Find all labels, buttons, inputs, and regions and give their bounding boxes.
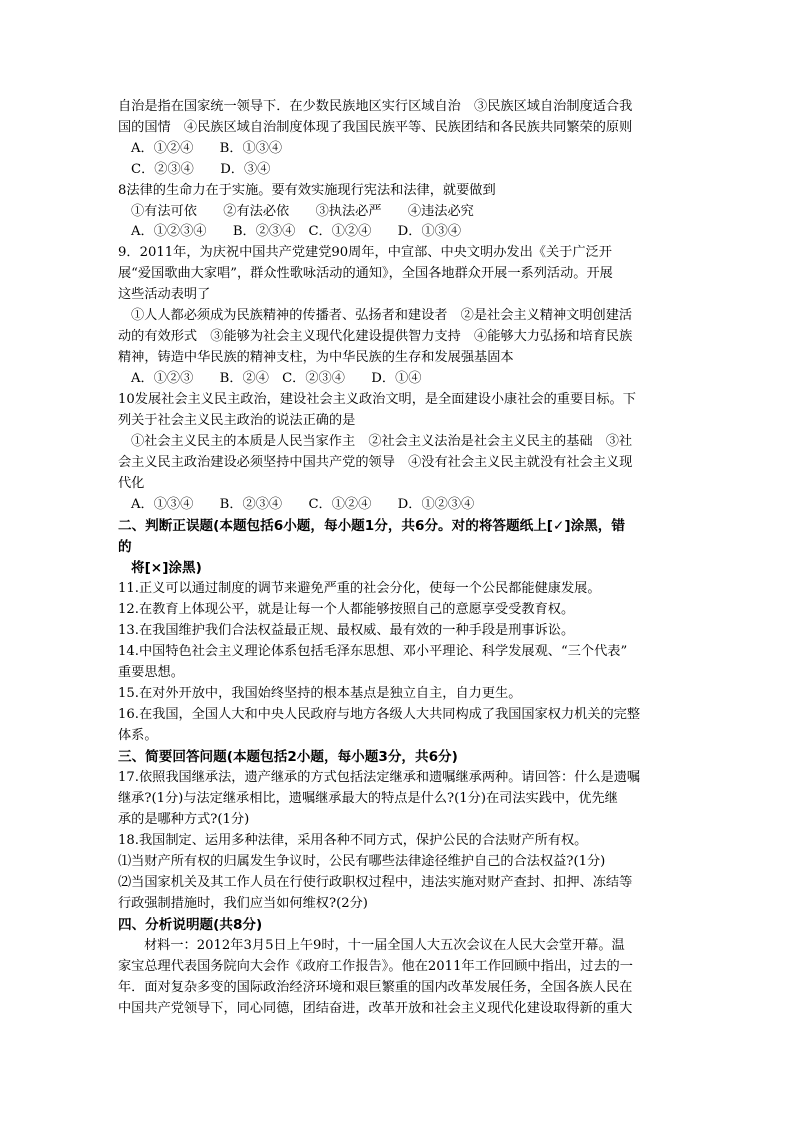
text-line: 8法律的生命力在于实施。要有效实施现行宪法和法律，就要做到 [118,183,496,198]
text-line: 9．2011年，为庆祝中国共产党建党90周年，中宣部、中央文明办发出《关于广泛开 [118,245,612,260]
text-line: 重要思想。 [118,665,184,680]
text-line: 14.中国特色社会主义理论体系包括毛泽东思想、邓小平理论、科学发展观、“三个代表” [118,644,628,659]
section-heading-line: 将[×]涂黑) [131,560,202,576]
text-line: 行政强制措施时，我们应当如何维权?(2分) [118,896,368,911]
text-line: ①社会主义民主的本质是人民当家作主 ②社会主义法治是社会主义民主的基础 ③社 [131,434,633,449]
text-line: 自治是指在国家统一领导下．在少数民族地区实行区域自治 ③民族区域自治制度适合我 [118,99,633,114]
text-line: 承的是哪种方式?(1分) [118,812,250,827]
text-line: 继承?(1分)与法定继承相比，遗嘱继承最大的特点是什么?(1分)在司法实践中，优先继 [118,791,618,806]
text-line: ⑵当国家机关及其工作人员在行使行政职权过程中，违法实施对财产查封、扣押、冻结等 [118,875,633,890]
text-line: ⑴当财产所有权的归属发生争议时，公民有哪些法律途径维护自己的合法权益?(1分) [118,854,606,869]
text-line: 17.依照我国继承法，遗产继承的方式包括法定继承和遗嘱继承两种。请回答：什么是遗嘱 [118,770,641,785]
text-line: 这些活动表明了 [118,287,211,302]
text-line: 材料一：2012年3月5日上午9时，十一届全国人大五次会议在人民大会堂开幕。温 [144,938,625,953]
text-line: C．②③④ D．③④ [131,162,271,177]
section-heading-line: 的 [118,539,132,555]
text-line: 体系。 [118,728,158,743]
text-line: 年．面对复杂多变的国际政治经济环境和艰巨繁重的国内改革发展任务，全国各族人民在 [118,980,633,995]
text-line: A．①③④ B．②③④ C．①②④ D．①②③④ [131,497,475,512]
text-line: ①人人都必须成为民族精神的传播者、弘扬者和建设者 ②是社会主义精神文明创建活 [131,308,633,323]
text-line: 代化 [118,476,145,491]
text-line: 展“爱国歌曲大家唱”，群众性歌咏活动的通知》，全国各地群众开展一系列活动。开展 [118,266,613,281]
section-heading-line: 四、分析说明题(共8分) [118,917,263,933]
text-line: 15.在对外开放中，我国始终坚持的根本基点是独立自主，自力更生。 [118,686,522,701]
text-line: 动的有效形式 ③能够为社会主义现代化建设提供智力支持 ④能够大力弘扬和培育民族 [118,329,633,344]
text-line: 13.在我国维护我们合法权益最正规、最权威、最有效的一种手段是刑事诉讼。 [118,623,575,638]
text-line: 精神，铸造中华民族的精神支柱，为中华民族的生存和发展强基固本 [118,350,514,365]
text-line: 家宝总理代表国务院向大会作《政府工作报告》。他在2011年工作回顾中指出，过去的一 [118,959,633,974]
text-line: A．①②③④ B．②③④ C．①②④ D．①③④ [131,224,462,239]
text-line: ①有法可依 ②有法必依 ③执法必严 ④违法必究 [131,204,474,219]
text-line: A．①②④ B．①③④ [131,141,283,156]
section-heading-line: 二、判断正误题(本题包括6小题，每小题1分，共6分。对的将答题纸上[✓]涂黑，错 [118,518,625,534]
section-heading-line: 三、简要回答问题(本题包括2小题，每小题3分，共6分) [118,749,458,765]
text-line: 18.我国制定、运用多种法律，采用各种不同方式，保护公民的合法财产所有权。 [118,833,588,848]
text-line: 12.在教育上体现公平，就是让每一个人都能够按照自己的意愿享受受教育权。 [118,602,575,617]
text-line: 11.正义可以通过制度的调节来避免严重的社会分化，使每一个公民都能健康发展。 [118,581,601,596]
text-line: 列关于社会主义民主政治的说法正确的是 [118,413,356,428]
text-line: A．①②③ B．②④ C．②③④ D．①④ [131,371,422,386]
text-line: 会主义民主政治建设必须坚持中国共产党的领导 ④没有社会主义民主就没有社会主义现 [118,455,633,470]
text-line: 国的国情 ④民族区域自治制度体现了我国民族平等、民族团结和各民族共同繁荣的原则 [118,120,633,135]
text-line: 10发展社会主义民主政治，建设社会主义政治文明，是全面建设小康社会的重要目标。下 [118,392,636,407]
text-line: 中国共产党领导下，同心同德，团结奋进，改革开放和社会主义现代化建设取得新的重大 [118,1001,633,1016]
text-line: 16.在我国，全国人大和中央人民政府与地方各级人大共同构成了我国国家权力机关的完整 [118,707,641,722]
